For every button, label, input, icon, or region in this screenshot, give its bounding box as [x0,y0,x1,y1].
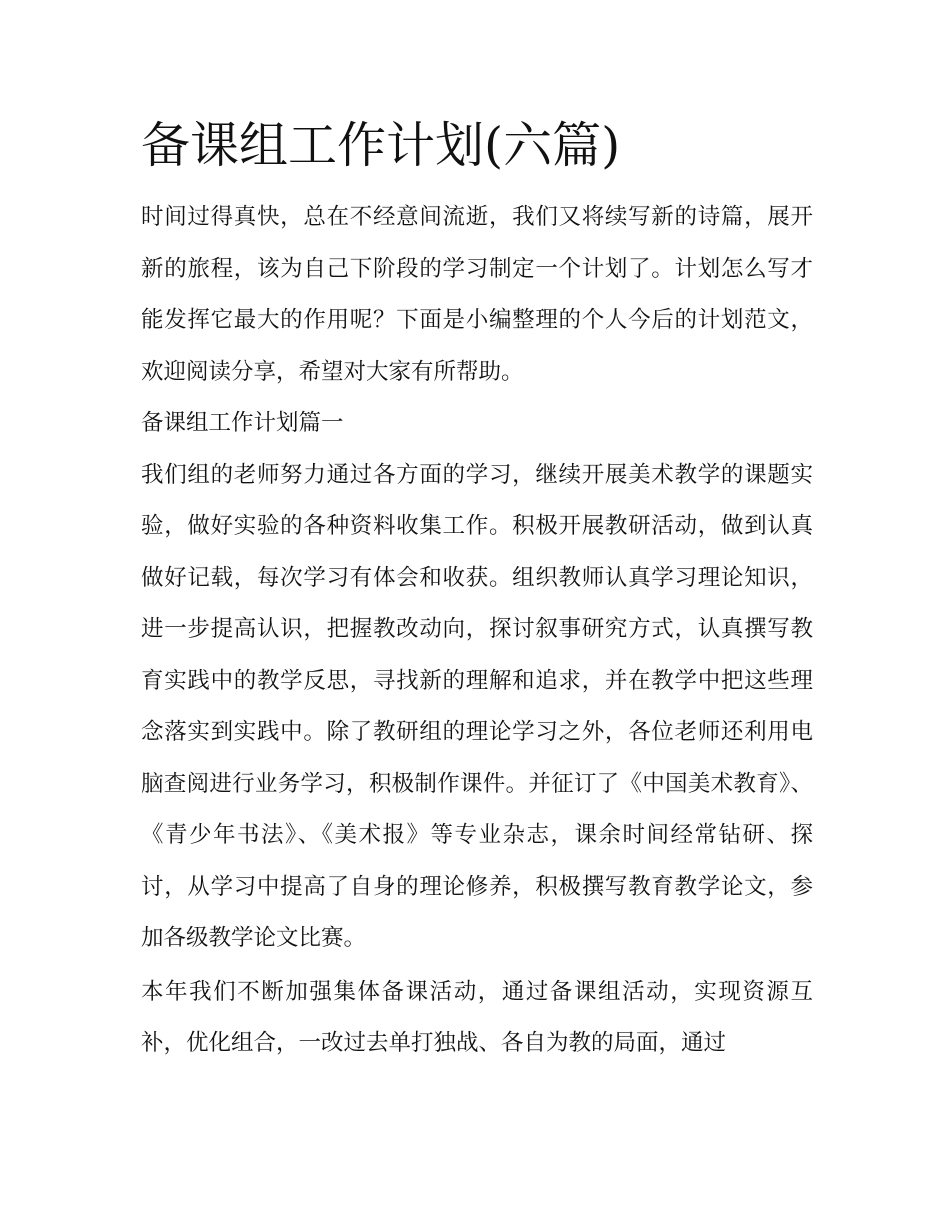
document-body [141,110,813,1070]
document-title: 备课组工作计划(六篇) [141,117,621,174]
body-paragraph: 我们组的老师努力通过各方面的学习，继续开展美术教学的课题实验，做好实验的各种资料收集工作。积极开展教研活动，做到认真做好记载，每次学习有体会和收获。组织教师认真学习理论知识，进一步提高认识，把握教改动向，探讨叙事研究方式，认真撰写教育实践中的教学反思，寻找新的理解和追求，并在教学中把这些理念落实到实践中。除了教研组的理论学习之外，各位老师还利用电脑查阅进行业务学习，积极制作课件。并征订了《中国美术教育》、《青少年书法》、《美术报》等专业杂志，课余时间经常钻研、探讨，从学习中提高了自身的理论修养，积极撰写教育教学论文，参加各级教学论文比赛。 [141,461,813,951]
body-paragraph: 本年我们不断加强集体备课活动，通过备课组活动，实现资源互补，优化组合，一改过去单打独战、各自为教的局面，通过 [141,978,813,1056]
intro-paragraph: 时间过得真快，总在不经意间流逝，我们又将续写新的诗篇，展开新的旅程，该为自己下阶段的学习制定一个计划了。计划怎么写才能发挥它最大的作用呢？下面是小编整理的个人今后的计划范文，欢迎阅读分享，希望对大家有所帮助。 [141,204,813,385]
section-heading: 备课组工作计划篇一 [141,410,344,436]
